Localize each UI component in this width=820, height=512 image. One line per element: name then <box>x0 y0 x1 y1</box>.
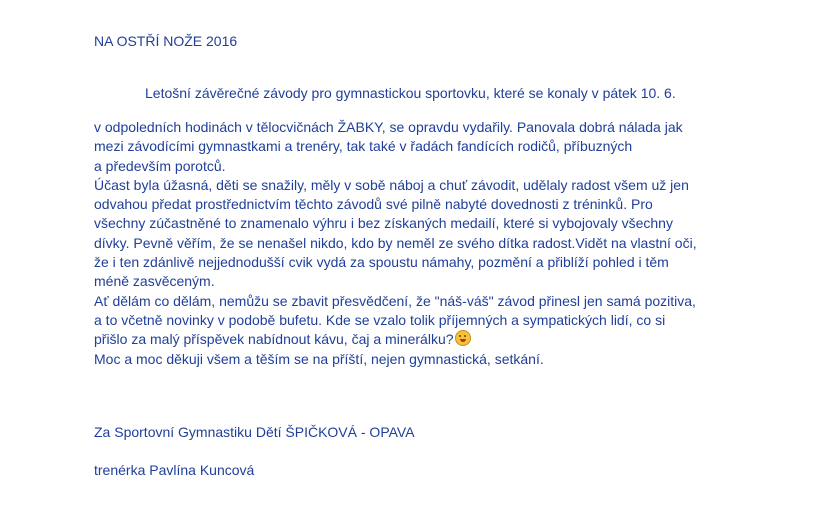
body-line: v odpoledních hodinách v tělocvičnách ŽABKY, se opravdu vydařily. Panovala dobrá nálada jak <box>94 119 683 135</box>
document-title: NA OSTŘÍ NOŽE 2016 <box>94 33 238 49</box>
body-line: a to včetně novinky v podobě bufetu. Kde se vzalo tolik příjemných a sympatických lidí, co si <box>94 311 666 328</box>
intro-line: Letošní závěrečné závody pro gymnastickou sportovku, které se konaly v pátek 10. 6. <box>145 85 676 101</box>
smiley-icon <box>455 330 471 346</box>
body-line: že i ten zdánlivě nejjednodušší cvik vydá za spoustu námahy, pozmění a přiblíží pohled i těm <box>94 254 669 271</box>
body-line: odvahou předat prostřednictvím těchto závodů své pilně nabyté dovednosti z tréninků. Pro <box>94 196 653 213</box>
body-line-text: přišlo za malý příspěvek nabídnout kávu, čaj a minerálku? <box>94 331 454 348</box>
body-line: méně zasvěceným. <box>94 273 215 290</box>
body-line: Účast byla úžasná, děti se snažily, měly v sobě náboj a chuť závodit, udělaly radost všem už jen <box>94 176 689 193</box>
body-line-with-emoji <box>94 330 734 349</box>
body-line: a především porotců. <box>94 157 226 174</box>
body-line: dívky. Pevně věřím, že se nenašel nikdo, kdo by neměl ze svého dítka radost.Vidět na vlastní oči, <box>94 234 697 251</box>
body-line: všechny zúčastněné to znamenalo výhru i bez získaných medailí, které si vybojovaly všechny <box>94 215 673 232</box>
body-text <box>94 118 734 369</box>
body-line: Moc a moc děkuji všem a těším se na příští, nejen gymnastická, setkání. <box>94 350 544 367</box>
body-line: mezi závodícími gymnastkami a trenéry, tak také v řadách fandících rodičů, příbuzných <box>94 138 633 155</box>
body-line: Ať dělám co dělám, nemůžu se zbavit přesvědčení, že "náš-váš" závod přinesl jen samá pozitiva, <box>94 292 696 309</box>
signature-organization: Za Sportovní Gymnastiku Dětí ŠPIČKOVÁ - OPAVA <box>94 424 415 440</box>
signature-name: trenérka Pavlína Kuncová <box>94 462 255 478</box>
